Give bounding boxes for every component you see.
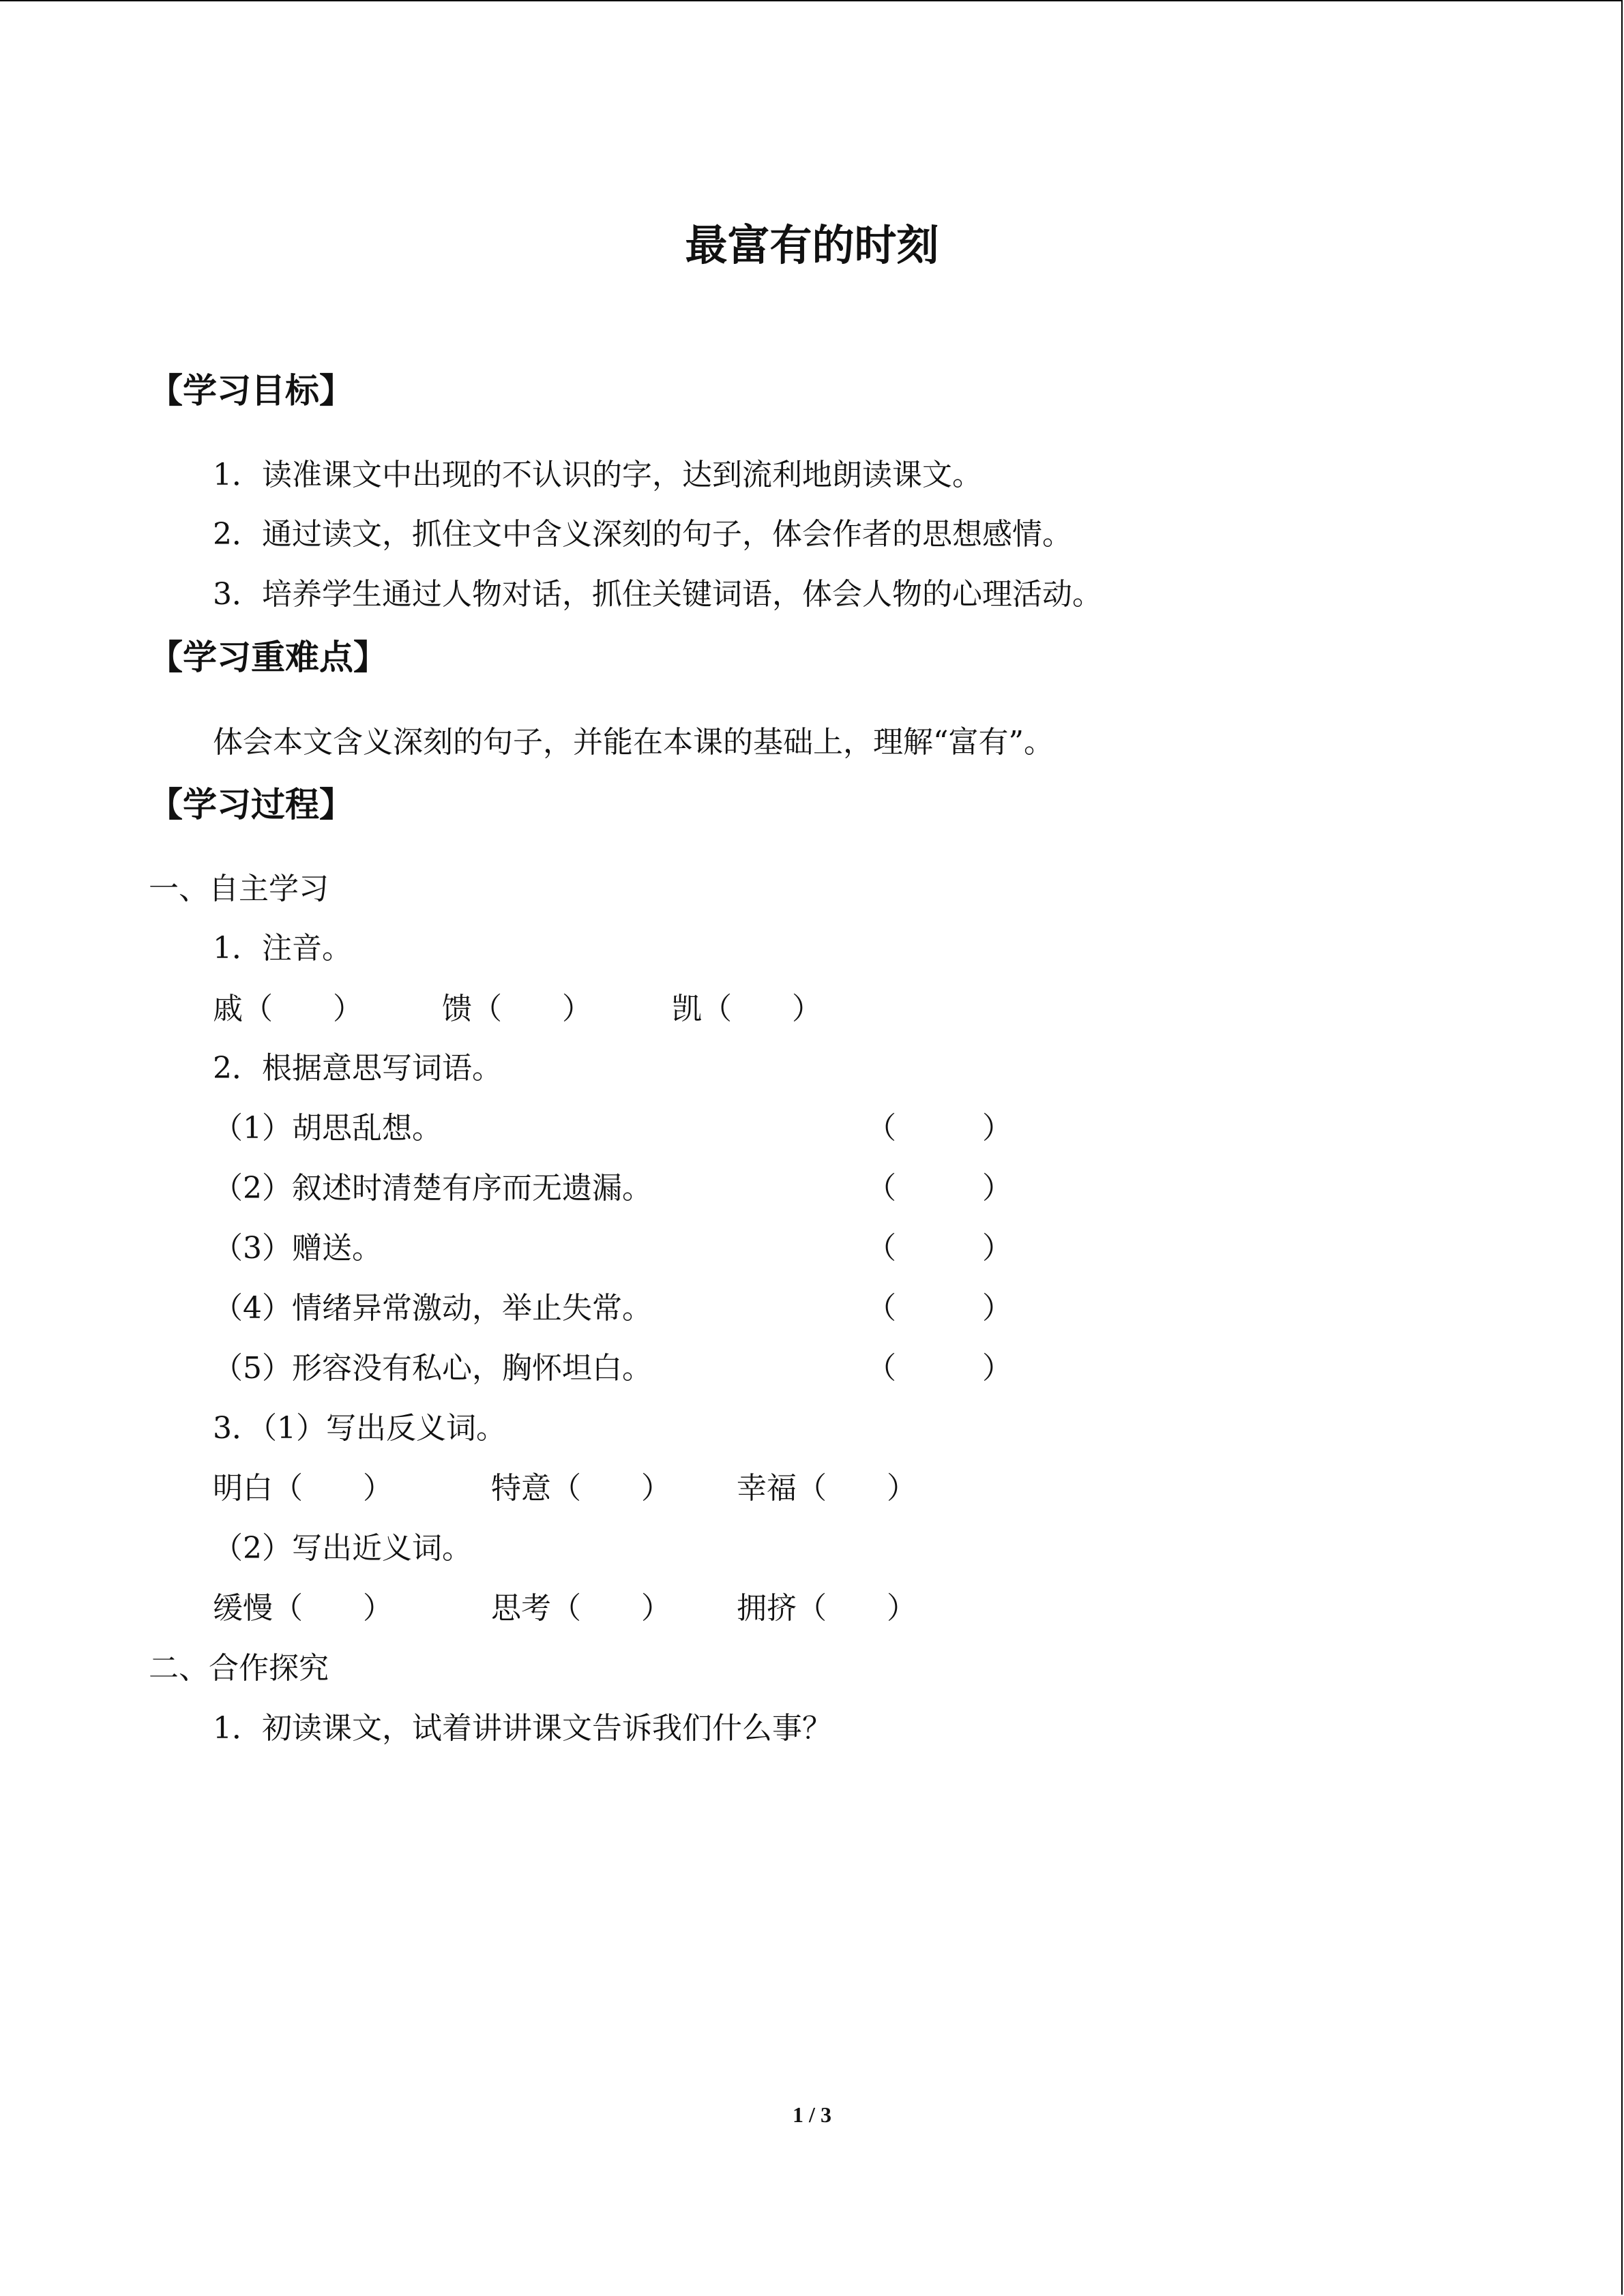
q2-item-3: （3）赠送。 (213, 1231, 382, 1266)
document-title: 最富有的时刻 (685, 220, 939, 270)
answer-blank-close: ） (982, 1111, 1012, 1146)
q2-item-4: （4）情绪异常激动，举止失常。 (213, 1291, 652, 1326)
q2-item-2: （2）叙述时清楚有序而无遗漏。 (213, 1171, 652, 1206)
part2-heading: 二、合作探究 (149, 1651, 329, 1686)
answer-blank-close: ） (982, 1171, 1012, 1206)
key-points-text: 体会本文含义深刻的句子，并能在本课的基础上，理解“富有”。 (213, 725, 1054, 760)
answer-blank-open: （ (866, 1291, 896, 1326)
answer-blank-open: （ (866, 1171, 896, 1206)
section-heading-key-points: 【学习重难点】 (149, 638, 387, 677)
q2-item-5: （5）形容没有私心，胸怀坦白。 (213, 1351, 652, 1386)
pinyin-item-2: 馈（ ） (442, 992, 592, 1026)
q3-sub-label: （2）写出近义词。 (213, 1531, 472, 1566)
answer-blank-open: （ (866, 1351, 896, 1386)
objective-item-3: 3．培养学生通过人物对话，抓住关键词语，体会人物的心理活动。 (213, 577, 1102, 612)
synonym-item-2: 思考（ ） (491, 1591, 671, 1626)
synonym-item-3: 拥挤（ ） (737, 1591, 917, 1626)
answer-blank-open: （ (866, 1231, 896, 1266)
objective-item-2: 2．通过读文，抓住文中含义深刻的句子，体会作者的思想感情。 (213, 517, 1072, 552)
pinyin-item-1: 戚（ ） (213, 992, 363, 1026)
pinyin-item-3: 凯（ ） (672, 992, 822, 1026)
q3-label: 3．（1）写出反义词。 (213, 1411, 506, 1446)
antonym-item-3: 幸福（ ） (737, 1471, 917, 1506)
answer-blank-open: （ (866, 1111, 896, 1146)
synonym-item-1: 缓慢（ ） (213, 1591, 393, 1626)
section-heading-process: 【学习过程】 (149, 785, 353, 824)
objective-item-1: 1．读准课文中出现的不认识的字，达到流利地朗读课文。 (213, 458, 982, 492)
q2-label: 2．根据意思写词语。 (213, 1051, 502, 1086)
page-number: 1 / 3 (793, 2102, 831, 2127)
antonym-item-2: 特意（ ） (491, 1471, 671, 1506)
answer-blank-close: ） (982, 1351, 1012, 1386)
part2-q1: 1．初读课文，试着讲讲课文告诉我们什么事？ (213, 1711, 832, 1746)
antonym-item-1: 明白（ ） (213, 1471, 393, 1506)
q2-item-1: （1）胡思乱想。 (213, 1111, 442, 1146)
answer-blank-close: ） (982, 1291, 1012, 1326)
answer-blank-close: ） (982, 1231, 1012, 1266)
section-heading-objectives: 【学习目标】 (149, 371, 353, 411)
part1-heading: 一、自主学习 (149, 871, 329, 906)
q1-label: 1．注音。 (213, 931, 352, 966)
